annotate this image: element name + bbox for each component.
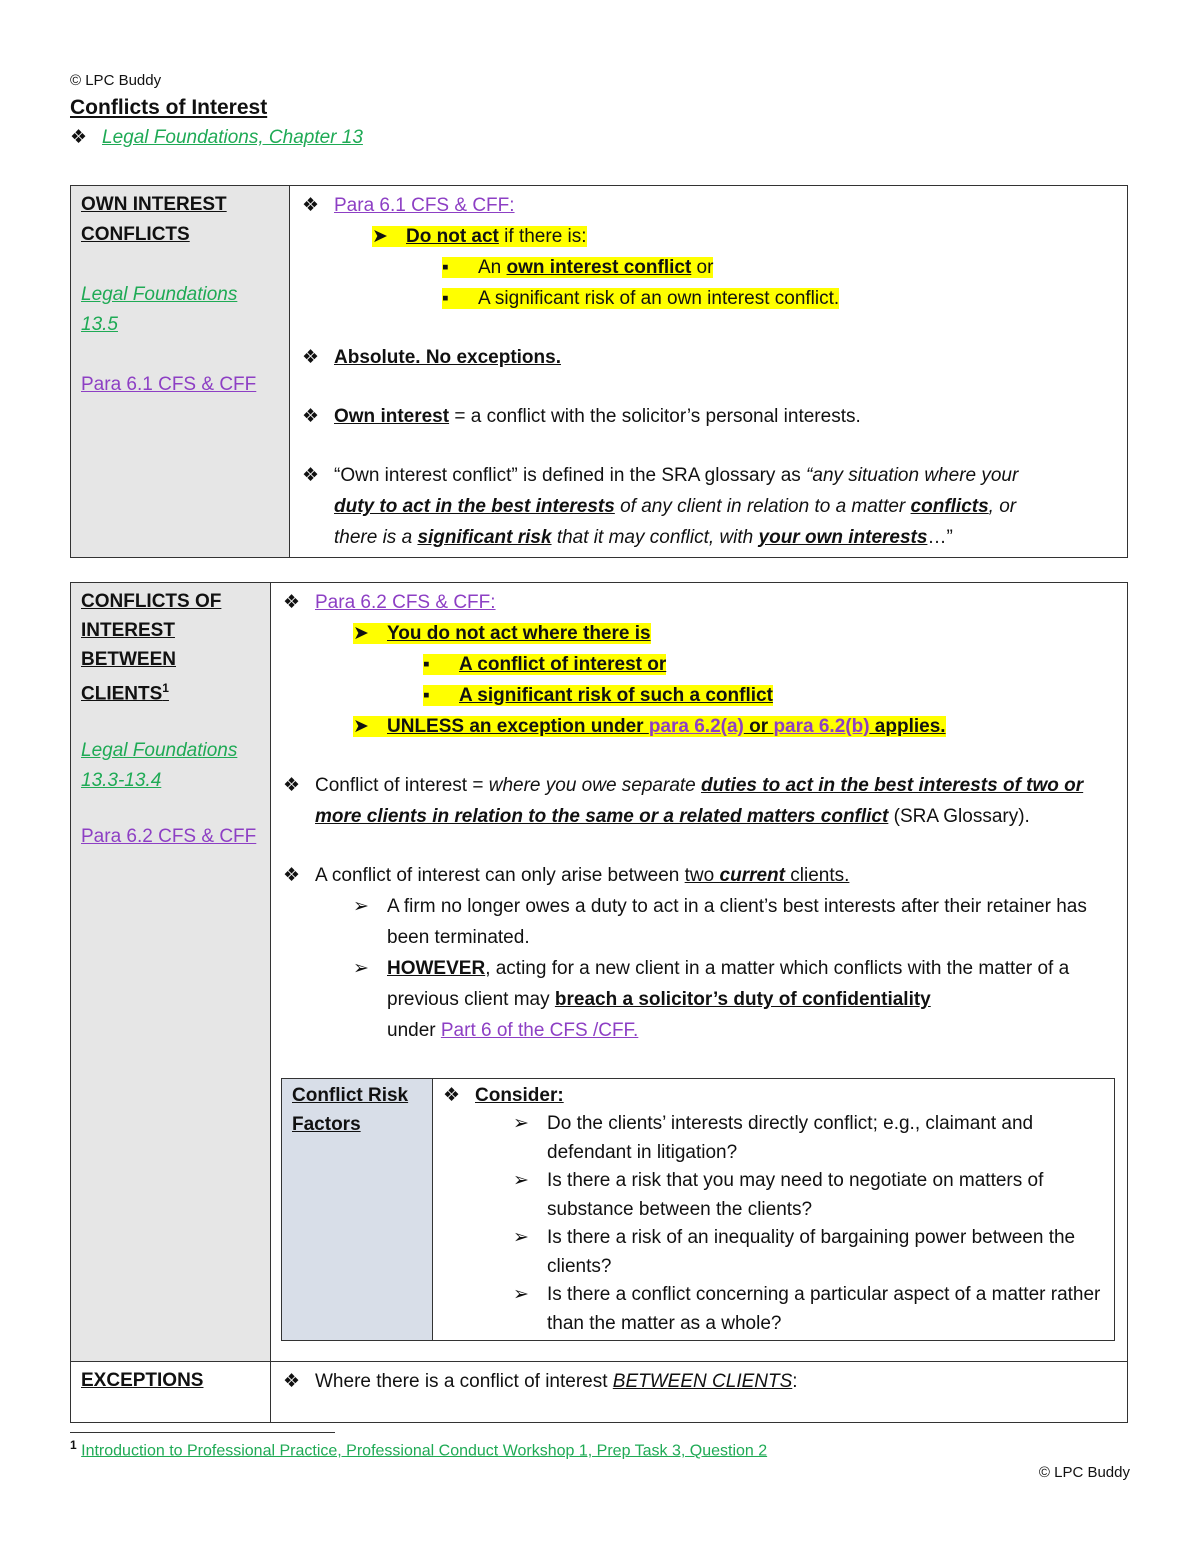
diamond-bullet-icon: ❖	[283, 1371, 301, 1392]
diamond-bullet-icon: ❖	[302, 195, 320, 216]
page-title: Conflicts of Interest	[70, 96, 268, 119]
para-6-2b-link[interactable]: para 6.2(b)	[773, 716, 870, 737]
arrow-bullet-icon: ➢	[513, 1170, 529, 1191]
arrow-bullet-icon: ➢	[513, 1284, 529, 1305]
glossary-definition: ❖ “Own interest conflict” is defined in the SRA glossary as “any situation where your duty to act in the best interests of any client in relation to a matter conflicts, or there is a significant risk that it may conflict, with your own interests…”	[302, 460, 1115, 553]
header-copyright: © LPC Buddy	[70, 72, 162, 89]
arrow-bullet-icon: ➢	[353, 958, 369, 979]
diamond-bullet-icon: ❖	[302, 465, 320, 486]
footnote-divider	[70, 1432, 335, 1433]
between-clients-content-cell: ❖ Para 6.2 CFS & CFF: ➤ You do not act where there is ▪ A conflict of interest or ▪ A significant risk of such a conflict ➤ UNLESS an exception under para 6.2(a) or para 6.2(b) applies. ❖ Conflict of interest = where you owe separate duties to act in the best interests of two or more clients in relation to the same or a related matters conflict (SRA Glossary). ❖ A conflict of interest can only arise between two current clients. ➢ A firm no longer owes a duty to act in a client’s best interests after their retainer has been terminated. ➢ HOWEVER, acting for a new client in a matter which conflicts with the matter of a previous client may breach a solicitor’s duty of confidentiality under Part 6 of the CFS /CFF. Conflict Risk Factors ❖ Consider: ➢ Do the clients’ interests directly conflict; e.g., claimant and defendant in litigation? ➢ Is there a risk that you may need to negotiate on matters of substance between the clients? ➢ Is there a risk of an inequality of bargaining power between the clients? ➢ Is there a conflict concerning a particular aspect of a matter rather than the matter as a whole?	[271, 583, 1128, 1362]
diamond-bullet-icon: ❖	[283, 775, 301, 796]
confidentiality-point: ➢ HOWEVER, acting for a new client in a matter which conflicts with the matter of a previous client may breach a solicitor’s duty of confidentiality under Part 6 of the CFS /CFF.	[283, 953, 1115, 1046]
between-clients-heading: CONFLICTS OF INTEREST BETWEEN CLIENTS$^1$	[81, 591, 222, 705]
para-6-2-ref-link[interactable]: Para 6.2 CFS & CFF:	[315, 592, 496, 613]
risk-factors-content: ❖ Consider: ➢ Do the clients’ interests directly conflict; e.g., claimant and defendant in litigation? ➢ Is there a risk that you may need to negotiate on matters of substance between the clients? ➢ Is there a risk of an inequality of bargaining power between the clients? ➢ Is there a conflict concerning a particular aspect of a matter rather than the matter as a whole?	[433, 1079, 1115, 1341]
square-bullet-icon: ▪	[442, 257, 449, 278]
diamond-bullet-icon: ❖	[70, 127, 88, 148]
arrow-bullet-icon: ➢	[353, 896, 369, 917]
risk-factors-table	[281, 1078, 1115, 1341]
para-6-2-link[interactable]: Para 6.2 CFS & CFF	[81, 826, 257, 848]
diamond-bullet-icon: ❖	[302, 347, 320, 368]
exceptions-content-cell: ❖ Where there is a conflict of interest BETWEEN CLIENTS:	[271, 1362, 1128, 1423]
risk-factor-item: ➢ Is there a risk of an inequality of bargaining power between the clients?	[443, 1224, 1104, 1281]
para-6-1-ref-link[interactable]: Para 6.1 CFS & CFF:	[334, 195, 515, 216]
arrow-bullet-icon: ➤	[353, 716, 369, 737]
own-interest-heading: OWN INTEREST CONFLICTS	[81, 194, 227, 245]
risk-factor-item: ➢ Is there a conflict concerning a particular aspect of a matter rather than the matter as a whole?	[443, 1281, 1104, 1338]
own-interest-label-cell	[71, 186, 290, 558]
para-6-1-link[interactable]: Para 6.1 CFS & CFF	[81, 374, 257, 395]
retainer-terminated-point: ➢ A firm no longer owes a duty to act in a client’s best interests after their retainer has been terminated.	[283, 891, 1115, 953]
diamond-bullet-icon: ❖	[443, 1085, 461, 1106]
chapter-reference	[70, 126, 363, 149]
part-6-link[interactable]: Part 6 of the CFS /CFF.	[440, 1020, 639, 1041]
footnote: $^1$ Introduction to Professional Practice, Professional Conduct Workshop 1, Prep Task 3, Question 2	[70, 1438, 768, 1460]
footnote-marker[interactable]: 1	[162, 681, 169, 695]
conflict-definition: ❖ Conflict of interest = where you owe separate duties to act in the best interests of two or more clients in relation to the same or a related matters conflict (SRA Glossary).	[283, 770, 1115, 832]
between-clients-table	[70, 582, 1128, 1423]
arrow-bullet-icon: ➢	[513, 1227, 529, 1248]
arrow-bullet-icon: ➤	[353, 623, 369, 644]
legal-foundations-13-5-link[interactable]: Legal Foundations 13.5	[81, 284, 238, 335]
diamond-bullet-icon: ❖	[302, 406, 320, 427]
own-interest-table	[70, 185, 1128, 558]
between-clients-label-cell	[71, 583, 271, 1362]
legal-foundations-13-3-link[interactable]: Legal Foundations 13.3-13.4	[81, 740, 238, 792]
own-interest-content-cell: ❖ Para 6.1 CFS & CFF: ➤ Do not act if there is: ▪ An own interest conflict or ▪ A significant risk of an own interest conflict. ❖ Absolute. No exceptions. ❖ Own interest = a conflict with the solicitor’s personal interests. ❖ “Own interest conflict” is defined in the SRA glossary as “any situation where your duty to act in the best interests of any client in relation to a matter conflicts, or there is a significant risk that it may conflict, with your own interests…”	[290, 186, 1128, 558]
square-bullet-icon: ▪	[442, 288, 449, 309]
exceptions-label-cell: EXCEPTIONS	[71, 1362, 271, 1423]
square-bullet-icon: ▪	[423, 654, 430, 675]
arrow-bullet-icon: ➤	[372, 226, 388, 247]
diamond-bullet-icon: ❖	[283, 865, 301, 886]
risk-factor-item: ➢ Is there a risk that you may need to negotiate on matters of substance between the clients?	[443, 1167, 1104, 1224]
risk-factor-item: ➢ Do the clients’ interests directly conflict; e.g., claimant and defendant in litigation?	[443, 1110, 1104, 1167]
para-6-2a-link[interactable]: para 6.2(a)	[648, 716, 744, 737]
diamond-bullet-icon: ❖	[283, 592, 301, 613]
arrow-bullet-icon: ➢	[513, 1113, 529, 1134]
risk-factors-label: Conflict Risk Factors	[282, 1079, 433, 1341]
footer-copyright: © LPC Buddy	[1038, 1464, 1130, 1481]
chapter-link[interactable]: Legal Foundations, Chapter 13	[102, 127, 363, 148]
footnote-link[interactable]: Introduction to Professional Practice, Professional Conduct Workshop 1, Prep Task 3, Question 2	[81, 1442, 768, 1460]
square-bullet-icon: ▪	[423, 685, 430, 706]
